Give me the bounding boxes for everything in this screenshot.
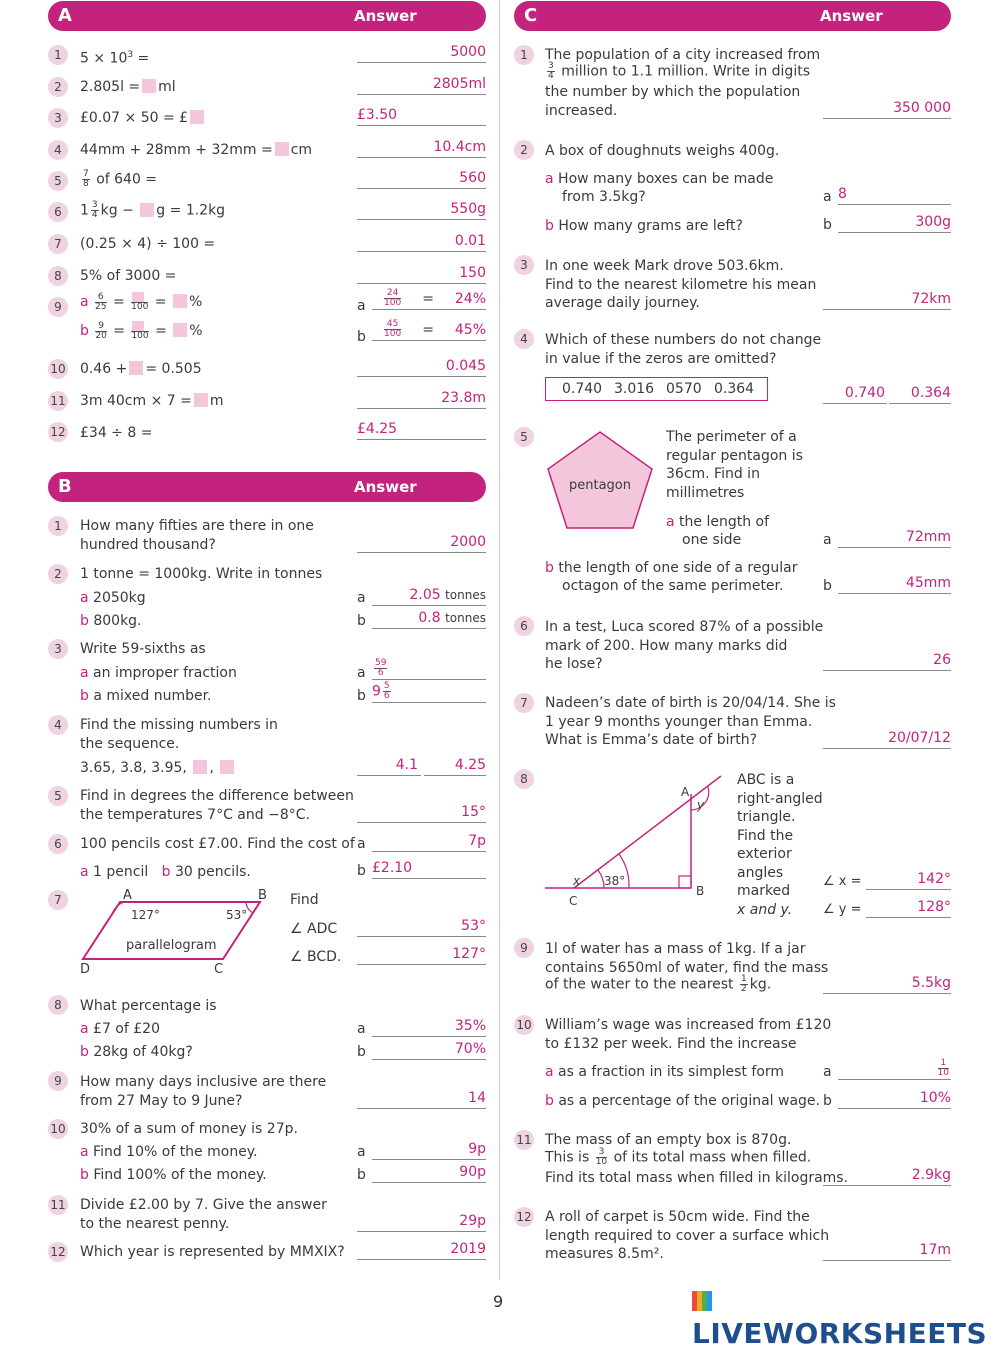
question-text: a $\frac{6}{25}$ = 100 = %	[80, 291, 203, 312]
question-text: a 1 pencil b 30 pencils.	[80, 864, 251, 880]
question-text: ABC is a right-angled triangle. Find the exterior angles marked x and y.	[737, 772, 823, 918]
answer-field[interactable]: 20/07/12	[823, 731, 951, 749]
question-number: 11	[48, 1195, 68, 1215]
answer-field[interactable]: 4.25	[424, 758, 486, 776]
answer-field[interactable]: 10%	[838, 1091, 951, 1109]
question-number: 8	[514, 769, 534, 789]
question-text: What percentage is	[80, 998, 217, 1014]
question-text: a 2050kg	[80, 590, 146, 606]
question-text: The mass of an empty box is 870g.	[545, 1132, 792, 1148]
question-text: The perimeter of a regular pentagon is 36cm. Find in millimetres	[666, 429, 803, 501]
question-text: b How many grams are left?	[545, 218, 743, 234]
answer-field[interactable]: $\frac{59}{6}$	[372, 662, 486, 680]
question-number: 7	[48, 890, 68, 910]
angle-label: x	[573, 874, 581, 888]
answer-field[interactable]: 5.5kg	[823, 976, 951, 994]
question-text: Which year is represented by MMXIX?	[80, 1244, 345, 1260]
answer-label: a	[823, 1064, 832, 1080]
vertex-label: D	[80, 962, 91, 977]
question-text: 44mm + 28mm + 32mm = cm	[80, 142, 313, 158]
blank-box	[173, 323, 187, 337]
answer-field[interactable]: 142°	[866, 872, 951, 890]
answer-label: a	[357, 1021, 366, 1037]
answer-field[interactable]: 9 $\frac{5}{6}$	[372, 685, 486, 703]
answer-field[interactable]: 0.01	[357, 234, 486, 252]
number-options-box	[545, 377, 768, 401]
answer-field[interactable]: 72mm	[838, 530, 951, 548]
answer-label: b	[357, 1167, 366, 1183]
answer-label: b	[357, 1044, 366, 1060]
question-text: In a test, Luca scored 87% of a possible mark of 200. How many marks did he lose?	[545, 619, 824, 672]
question-number: 8	[48, 995, 68, 1015]
answer-header: Answer	[354, 7, 417, 25]
question-text: 100 pencils cost £7.00. Find the cost of	[80, 836, 355, 852]
page-number: 9	[493, 1292, 504, 1311]
question-number: 7	[48, 234, 68, 254]
answer-field[interactable]: $\frac{24}{100}$ = 24%	[372, 292, 486, 310]
section-a-header	[48, 1, 486, 31]
question-text: one side	[682, 532, 742, 548]
question-number: 4	[48, 140, 68, 160]
question-number: 9	[514, 938, 534, 958]
answer-label: b	[823, 578, 832, 594]
question-text: a How many boxes can be made	[545, 171, 774, 187]
question-number: 2	[514, 140, 534, 160]
answer-field[interactable]: 0.8 tonnes	[372, 611, 486, 629]
question-text: b the length of one side of a regular	[545, 560, 798, 576]
vertex-label: C	[569, 894, 578, 908]
brand-logo[interactable]: LIVEWORKSHEETS	[692, 1284, 1000, 1350]
angle-label: y	[697, 798, 705, 812]
blank-box	[173, 294, 187, 308]
answer-field[interactable]: $\frac{45}{100}$ = 45%	[372, 323, 486, 341]
question-text: ∠ ADC	[290, 921, 338, 937]
blank-box	[275, 142, 289, 156]
question-number: 5	[48, 171, 68, 191]
question-text: b Find 100% of the money.	[80, 1167, 267, 1183]
question-number: 8	[48, 266, 68, 286]
answer-field[interactable]: 2805ml	[357, 77, 486, 95]
question-text: In one week Mark drove 503.6km. Find to the nearest kilometre his mean average daily journey.	[545, 258, 817, 311]
number-option: 0570	[666, 381, 702, 397]
question-text: 1 $\frac{3}{4}$ kg − g = 1.2kg	[80, 200, 226, 220]
question-text: Nadeen’s date of birth is 20/04/14. She is 1 year 9 months younger than Emma. What is Emma’s date of birth?	[545, 695, 836, 748]
question-text: Find in degrees the difference between the temperatures 7°C and −8°C.	[80, 788, 354, 823]
question-number: 1	[48, 516, 68, 536]
question-text: a as a fraction in its simplest form	[545, 1064, 785, 1080]
question-text: a the length of	[666, 514, 770, 530]
number-option: 0.364	[714, 381, 755, 397]
answer-field[interactable]: 15°	[357, 805, 486, 823]
question-number: 11	[514, 1130, 534, 1150]
answer-field[interactable]: 10.4cm	[357, 140, 486, 158]
blank-box	[129, 361, 143, 375]
blank-box	[140, 203, 154, 217]
question-number: 4	[48, 715, 68, 735]
question-text: from 3.5kg?	[562, 189, 646, 205]
answer-field[interactable]: 72km	[823, 292, 951, 310]
answer-field[interactable]: 150	[357, 266, 486, 284]
blank-box	[190, 110, 204, 124]
section-letter: B	[58, 476, 72, 497]
question-text: octagon of the same perimeter.	[562, 578, 784, 594]
question-text: How many fifties are there in one hundred thousand?	[80, 518, 314, 553]
answer-field[interactable]: 23.8m	[357, 391, 486, 409]
angle-label: 53°	[226, 908, 248, 922]
question-number: 2	[48, 77, 68, 97]
answer-field[interactable]: 127°	[357, 947, 486, 965]
question-text: Find its total mass when filled in kilograms.	[545, 1170, 849, 1186]
question-number: 6	[514, 616, 534, 636]
right-angle-marker	[679, 876, 691, 888]
question-text: a £7 of £20	[80, 1021, 160, 1037]
question-text: a Find 10% of the money.	[80, 1144, 258, 1160]
question-text: 1 tonne = 1000kg. Write in tonnes	[80, 566, 323, 582]
blank-box	[220, 760, 234, 774]
question-number: 3	[514, 255, 534, 275]
answer-field[interactable]: 9p	[372, 1142, 486, 1160]
question-text: The population of a city increased from	[545, 47, 821, 63]
answer-field[interactable]: 300g	[838, 215, 951, 233]
question-number: 5	[48, 786, 68, 806]
answer-field[interactable]: £4.25	[357, 422, 486, 440]
answer-field[interactable]: 2.05 tonnes	[372, 588, 486, 606]
question-text: b 28kg of 40kg?	[80, 1044, 193, 1060]
vertex-label: A	[681, 785, 690, 799]
answer-field[interactable]: 550g	[357, 202, 486, 220]
answer-label: a	[357, 1144, 366, 1160]
vertex-label: B	[258, 888, 267, 903]
parallelogram-diagram	[78, 885, 278, 980]
answer-field[interactable]: £3.50	[357, 108, 486, 126]
question-number: 1	[48, 45, 68, 65]
question-text: 0.46 + = 0.505	[80, 361, 202, 377]
question-text: ∠ BCD.	[290, 949, 342, 965]
answer-field[interactable]: 70%	[372, 1042, 486, 1060]
shape-label: pentagon	[569, 478, 631, 493]
question-text: $5 \times 10^3$ =	[80, 50, 150, 67]
answer-field[interactable]: 128°	[866, 900, 951, 918]
question-number: 12	[514, 1207, 534, 1227]
answer-label: a	[357, 590, 366, 606]
question-number: 2	[48, 564, 68, 584]
answer-field[interactable]: 5000	[357, 45, 486, 63]
question-text: £34 ÷ 8 =	[80, 425, 153, 441]
vertex-label: B	[696, 884, 705, 898]
answer-label: b	[823, 217, 832, 233]
answer-field[interactable]: 0.045	[357, 359, 486, 377]
answer-field[interactable]: $\frac{1}{10}$	[838, 1062, 951, 1080]
answer-field[interactable]: 53°	[357, 919, 486, 937]
answer-label: ∠ x =	[823, 874, 862, 889]
question-text: 5% of 3000 =	[80, 268, 177, 284]
question-number: 10	[48, 1119, 68, 1139]
answer-field[interactable]: 35%	[372, 1019, 486, 1037]
question-text: a an improper fraction	[80, 665, 237, 681]
question-number: 6	[48, 834, 68, 854]
answer-field[interactable]: 29p	[357, 1214, 486, 1232]
question-number: 12	[48, 1242, 68, 1262]
question-text: (0.25 × 4) ÷ 100 =	[80, 236, 216, 252]
vertex-label: A	[123, 888, 132, 903]
blank-box	[132, 321, 144, 331]
question-text: 1l of water has a mass of 1kg. If a jar contains 5650ml of water, find the mass	[545, 941, 829, 976]
question-text: $\frac{3}{4}$ million to 1.1 million. Write in digits	[548, 61, 810, 81]
question-text: Divide £2.00 by 7. Give the answer to the nearest penny.	[80, 1197, 327, 1232]
answer-field[interactable]: 0.364	[889, 386, 951, 404]
answer-field[interactable]: £2.10	[372, 861, 486, 879]
question-text: A roll of carpet is 50cm wide. Find the length required to cover a surface which measures 8.5m².	[545, 1209, 830, 1262]
answer-label: b	[823, 1093, 832, 1109]
question-text: This is $\frac{3}{10}$ of its total mass when filled.	[545, 1147, 812, 1167]
question-number: 1	[514, 45, 534, 65]
question-number: 10	[48, 359, 68, 379]
number-option: 0.740	[562, 381, 603, 397]
question-text: Find the missing numbers in the sequence.	[80, 717, 278, 752]
question-text: the number by which the population increased.	[545, 84, 801, 119]
section-b-header	[48, 472, 486, 502]
answer-field[interactable]: 45mm	[838, 576, 951, 594]
answer-field[interactable]: 8	[838, 187, 951, 205]
answer-field[interactable]: 17m	[823, 1243, 951, 1261]
question-text: 30% of a sum of money is 27p.	[80, 1121, 298, 1137]
answer-label: a	[357, 836, 366, 852]
question-text: £0.07 × 50 = £	[80, 109, 206, 128]
question-number: 11	[48, 391, 68, 411]
answer-field[interactable]: 0.740	[823, 386, 887, 404]
question-text: 3m 40cm × 7 = m	[80, 393, 224, 409]
question-number: 5	[514, 427, 534, 447]
logo-icon	[692, 1291, 712, 1311]
question-number: 10	[514, 1015, 534, 1035]
section-letter: C	[524, 5, 538, 26]
answer-field[interactable]: 26	[823, 653, 951, 671]
blank-box	[193, 760, 207, 774]
question-text: 3.65, 3.8, 3.95, ,	[80, 759, 236, 778]
vertex-label: C	[214, 962, 224, 977]
question-number: 9	[48, 1071, 68, 1091]
section-c-header	[514, 1, 951, 31]
blank-box	[132, 292, 144, 302]
answer-label: b	[357, 613, 366, 629]
question-number: 9	[48, 297, 68, 317]
answer-header: Answer	[354, 478, 417, 496]
angle-label: 38°	[604, 874, 626, 888]
question-text: How many days inclusive are there from 27 May to 9 June?	[80, 1074, 327, 1109]
question-text: 2.805l = ml	[80, 79, 176, 95]
question-number: 12	[48, 422, 68, 442]
question-text: A box of doughnuts weighs 400g.	[545, 143, 780, 159]
question-number: 4	[514, 329, 534, 349]
section-letter: A	[58, 5, 72, 26]
question-text: b a mixed number.	[80, 688, 212, 704]
answer-field[interactable]: 90p	[372, 1165, 486, 1183]
question-text: b 800kg.	[80, 613, 142, 629]
question-text: Find	[290, 892, 319, 908]
hypotenuse-line	[574, 776, 721, 888]
answer-label: a	[357, 665, 366, 681]
blank-box	[194, 393, 208, 407]
answer-label: b	[357, 688, 366, 704]
answer-label: a	[823, 189, 832, 205]
answer-label: b	[357, 329, 366, 345]
answer-label: ∠ y =	[823, 902, 862, 917]
question-text: $\frac{7}{8}$ of 640 =	[83, 169, 158, 189]
answer-field[interactable]: 7p	[372, 834, 486, 852]
question-text: William’s wage was increased from £120 to £132 per week. Find the increase	[545, 1017, 832, 1052]
angle-label: 127°	[131, 908, 160, 922]
question-number: 3	[48, 108, 68, 128]
question-text: Which of these numbers do not change in value if the zeros are omitted?	[545, 332, 822, 367]
answer-field[interactable]: 2.9kg	[823, 1168, 951, 1186]
question-number: 7	[514, 693, 534, 713]
answer-field[interactable]: 350 000	[823, 101, 951, 119]
number-option: 3.016	[614, 381, 655, 397]
answer-field[interactable]: 560	[357, 171, 486, 189]
question-number: 3	[48, 639, 68, 659]
answer-field[interactable]: 14	[357, 1091, 486, 1109]
column-divider	[499, 0, 500, 1280]
answer-field[interactable]: 2000	[357, 535, 486, 553]
answer-label: a	[823, 532, 832, 548]
answer-label: b	[357, 863, 366, 879]
question-text: Write 59-sixths as	[80, 641, 206, 657]
answer-label: a	[357, 298, 366, 314]
answer-header: Answer	[820, 7, 883, 25]
question-text: b $\frac{9}{20}$ = 100 = %	[80, 320, 203, 341]
question-text: of the water to the nearest $\frac{1}{2}$ kg.	[545, 974, 772, 994]
blank-box	[142, 79, 156, 93]
answer-field[interactable]: 2019	[357, 1242, 486, 1260]
question-number: 6	[48, 202, 68, 222]
answer-field[interactable]: 4.1	[357, 758, 421, 776]
shape-label: parallelogram	[126, 938, 217, 953]
question-text: b as a percentage of the original wage.	[545, 1093, 820, 1109]
